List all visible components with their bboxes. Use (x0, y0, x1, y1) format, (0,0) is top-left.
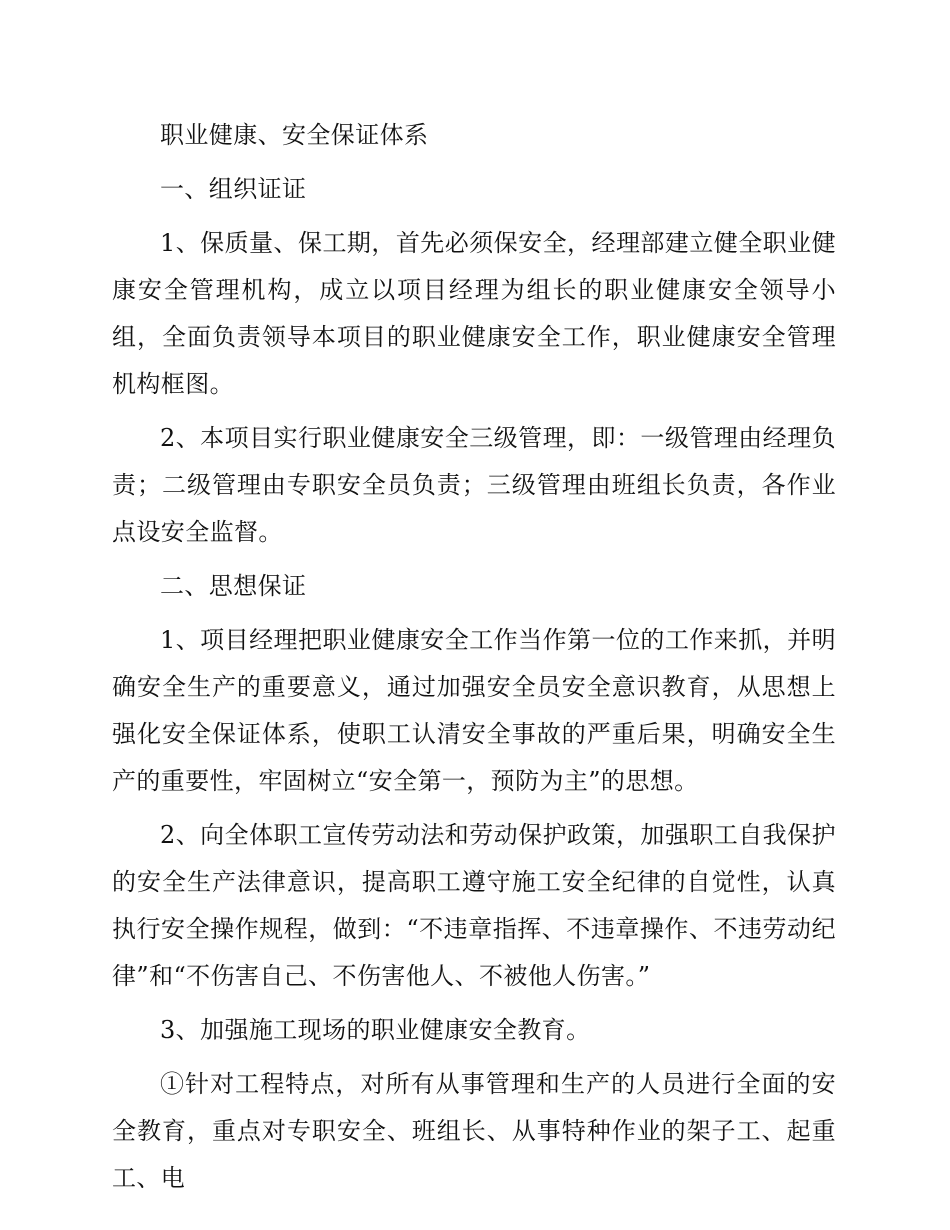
paragraph-org-1: 1、保质量、保工期，首先必须保安全，经理部建立健全职业健康安全管理机构，成立以项目经理为组长的职业健康安全领导小组，全面负责领导本项目的职业健康安全工作，职业健康安全管理机构框图。 (112, 229, 836, 398)
section-heading-organization: 一、组织证证 (160, 175, 307, 203)
paragraph-ideology-1: 1、项目经理把职业健康安全工作当作第一位的工作来抓，并明确安全生产的重要意义，通过加强安全员安全意识教育，从思想上强化安全保证体系，使职工认清安全事故的严重后果，明确安全生产的重要性，牢固树立“安全第一，预防为主”的思想。 (112, 626, 836, 795)
section-heading-ideology: 二、思想保证 (160, 572, 307, 600)
paragraph-ideology-2: 2、向全体职工宣传劳动法和劳动保护政策，加强职工自我保护的安全生产法律意识，提高职工遵守施工安全纪律的自觉性，认真执行安全操作规程，做到：“不违章指挥、不违章操作、不违劳动纪律”和“不伤害自己、不伤害他人、不被他人伤害。” (112, 821, 836, 990)
paragraph-ideology-3: 3、加强施工现场的职业健康安全教育。 (160, 1016, 591, 1044)
document-body (112, 112, 836, 1209)
paragraph-org-2: 2、本项目实行职业健康安全三级管理，即：一级管理由经理负责；二级管理由专职安全员负责；三级管理由班组长负责，各作业点设安全监督。 (112, 424, 836, 546)
document-title: 职业健康、安全保证体系 (160, 121, 429, 149)
paragraph-ideology-4: ①针对工程特点，对所有从事管理和生产的人员进行全面的安全教育，重点对专职安全、班组长、从事特种作业的架子工、起重工、电 (112, 1070, 836, 1192)
